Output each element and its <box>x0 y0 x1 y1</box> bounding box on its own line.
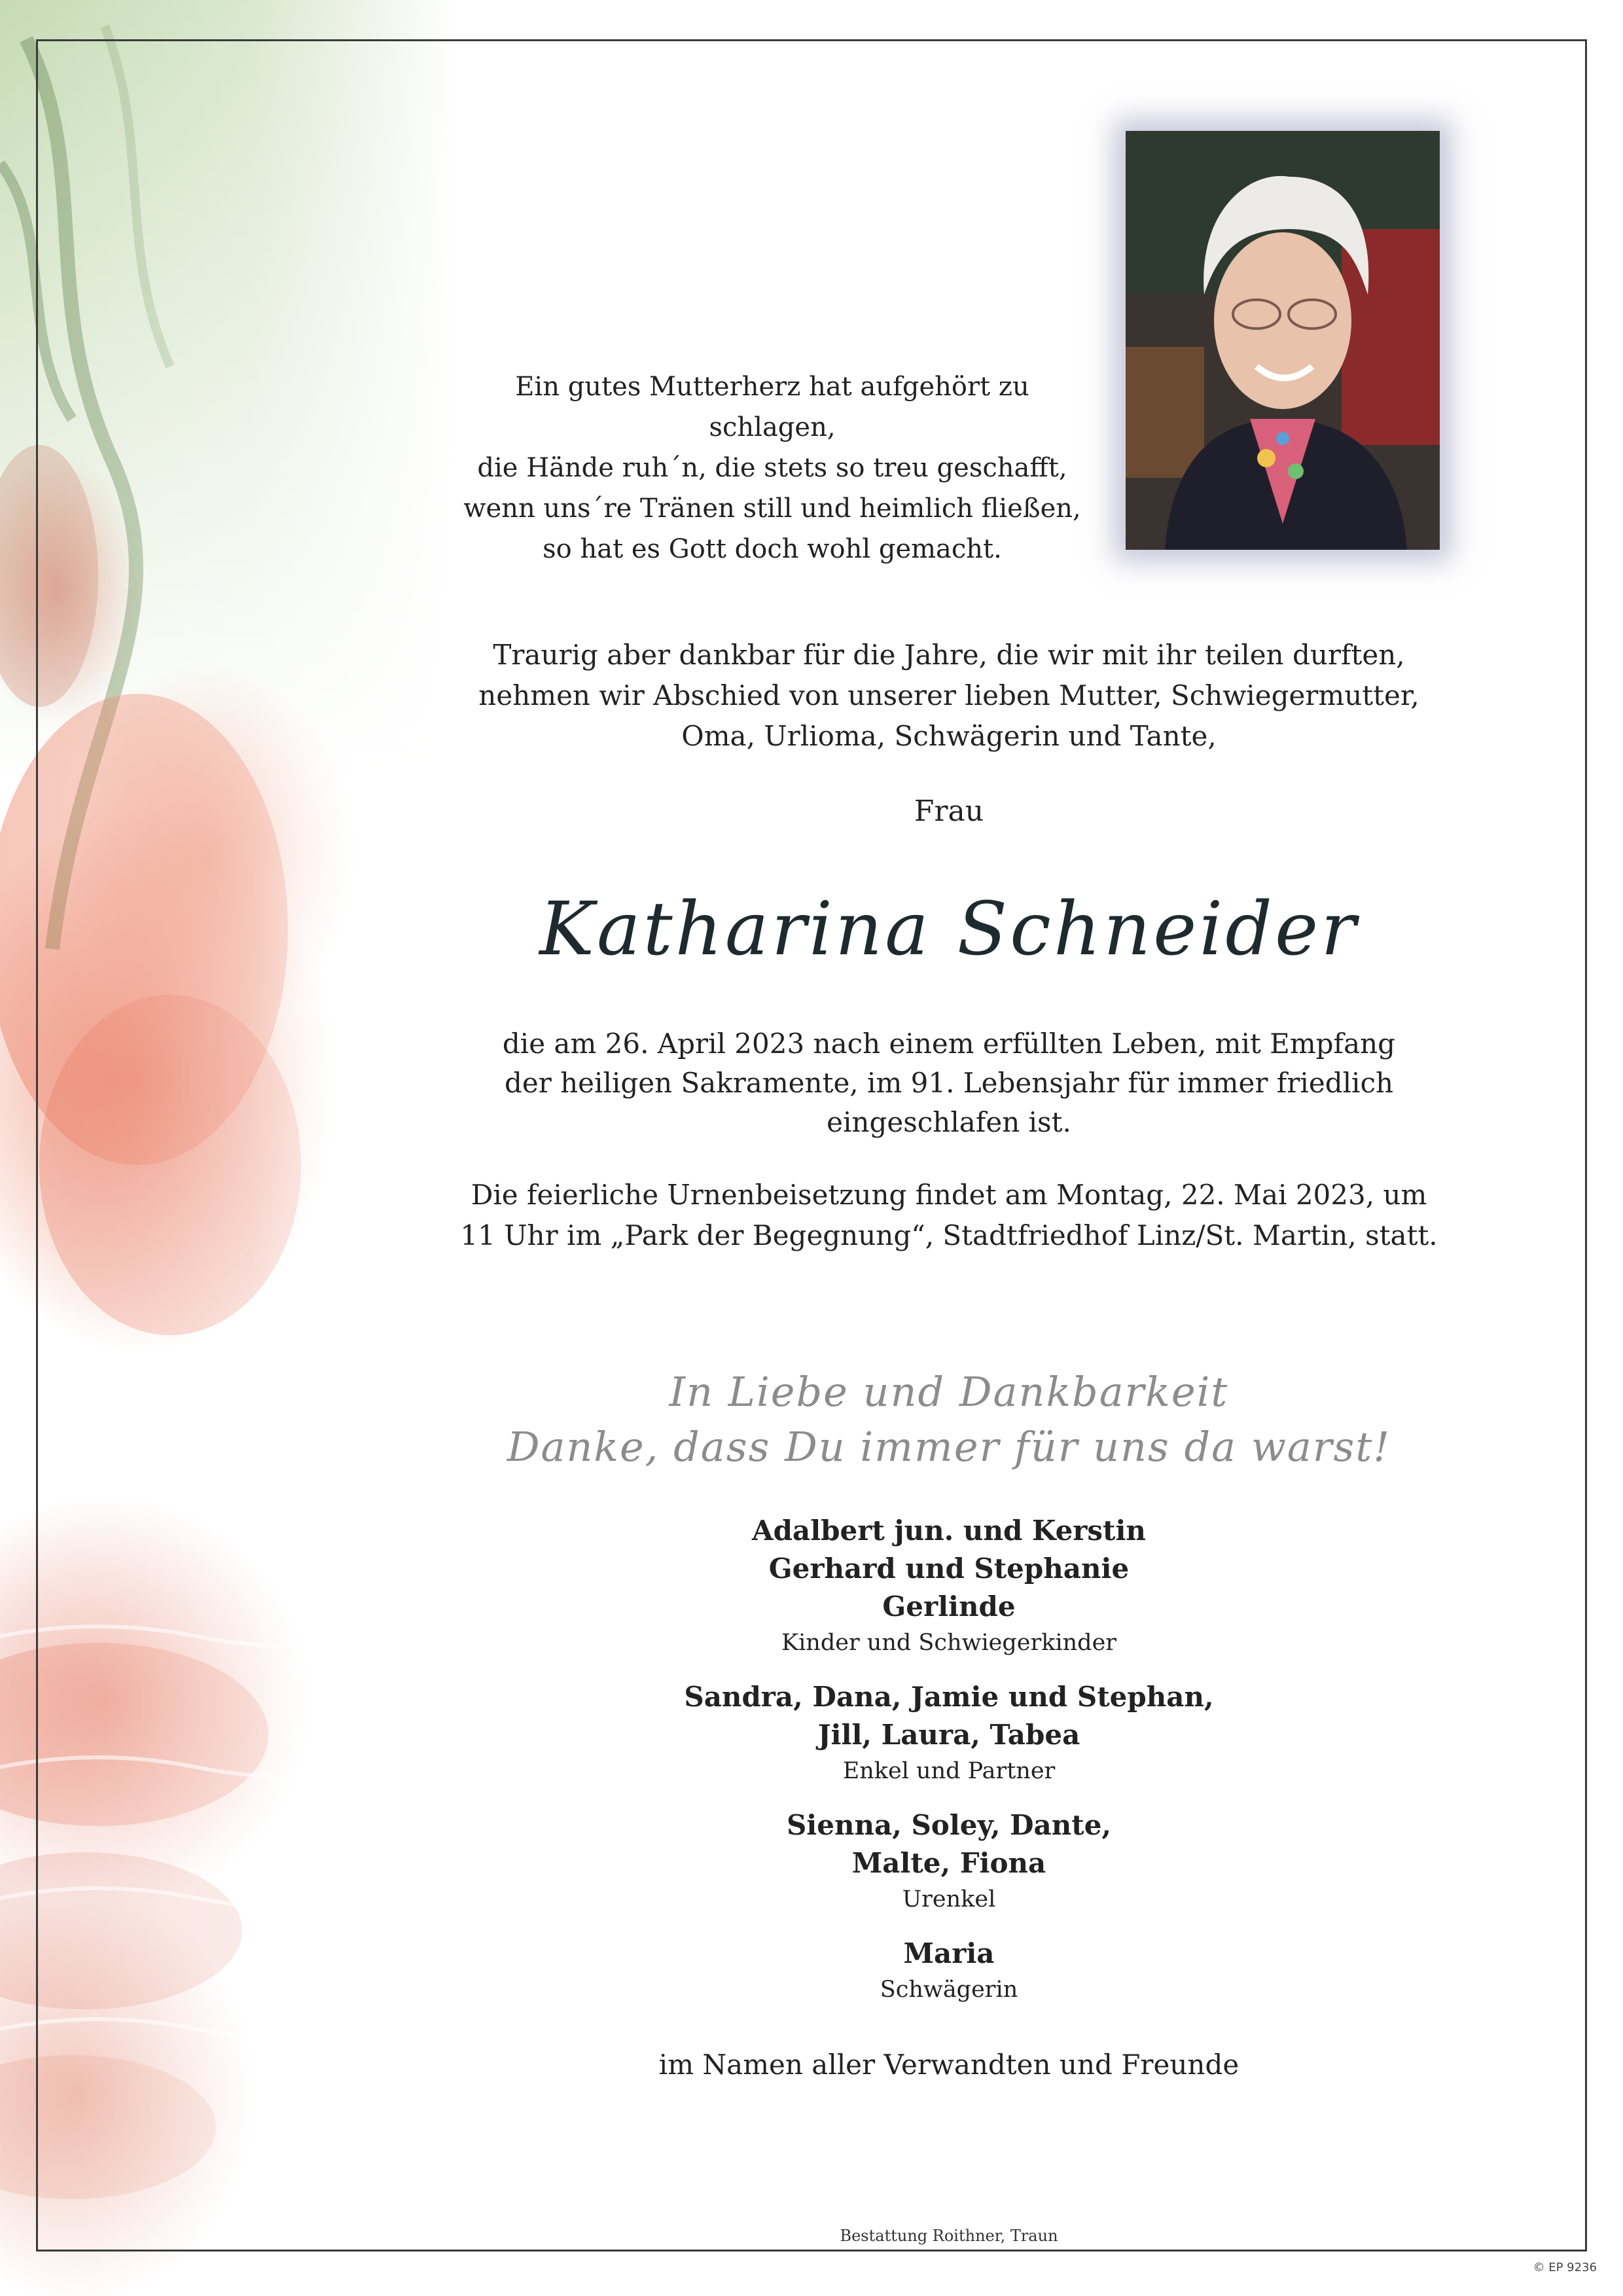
mourner-names: Sandra, Dana, Jamie und Stephan, <box>684 1681 1214 1713</box>
intro-line: Traurig aber dankbar für die Jahre, die wir mit ihr teilen durften, <box>493 639 1405 671</box>
mourner-role: Schwägerin <box>880 1977 1018 2003</box>
mourner-names: Malte, Fiona <box>851 1847 1046 1879</box>
ceremony-info <box>393 1175 1505 1256</box>
portrait-photo <box>1126 131 1440 550</box>
mourner-group <box>458 1806 1440 1916</box>
salutation: Frau <box>914 795 984 828</box>
mourner-role: Kinder und Schwiegerkinder <box>781 1630 1117 1656</box>
relatives-line: im Namen aller Verwandten und Freunde <box>658 2049 1240 2081</box>
closing-line: Danke, dass Du immer für uns da warst! <box>507 1423 1391 1471</box>
closing-dedication <box>393 1365 1505 1475</box>
undertaker-credit: Bestattung Roithner, Traun <box>840 2227 1058 2245</box>
poem-line: wenn uns´re Tränen still und heimlich fließen, <box>463 493 1081 524</box>
closing-line: In Liebe und Dankbarkeit <box>669 1368 1229 1416</box>
details-line: die am 26. April 2023 nach einem erfüllten Leben, mit Empfang <box>502 1028 1396 1060</box>
copyright-code: © EP 9236 <box>1533 2261 1597 2274</box>
mourner-role: Enkel und Partner <box>842 1758 1056 1784</box>
intro-line: Oma, Urlioma, Schwägerin und Tante, <box>681 720 1217 752</box>
mourner-group <box>458 1678 1440 1788</box>
mourner-group <box>458 1512 1440 1660</box>
poem-line: so hat es Gott doch wohl gemacht. <box>543 534 1002 564</box>
poem <box>458 367 1086 569</box>
mourners-list <box>458 1512 1440 2025</box>
mourner-names: Jill, Laura, Tabea <box>817 1719 1080 1751</box>
poem-line: Ein gutes Mutterherz hat aufgehört zu schlagen, <box>515 372 1029 442</box>
mourner-role: Urenkel <box>902 1886 996 1912</box>
ceremony-line: 11 Uhr im „Park der Begegnung“, Stadtfriedhof Linz/St. Martin, statt. <box>460 1219 1438 1251</box>
details-line: eingeschlafen ist. <box>827 1106 1071 1138</box>
ceremony-line: Die feierliche Urnenbeisetzung findet am Montag, 22. Mai 2023, um <box>471 1179 1427 1211</box>
mourner-names: Gerhard und Stephanie <box>768 1552 1130 1585</box>
mourner-names: Sienna, Soley, Dante, <box>786 1809 1112 1841</box>
mourner-names: Adalbert jun. und Kerstin <box>752 1515 1146 1547</box>
death-details <box>393 1024 1505 1142</box>
mourner-group <box>458 1935 1440 2007</box>
poem-line: die Hände ruh´n, die stets so treu geschafft, <box>477 453 1067 483</box>
details-line: der heiligen Sakramente, im 91. Lebensjahr für immer friedlich <box>504 1067 1394 1099</box>
deceased-name: Katharina Schneider <box>539 887 1359 972</box>
intro-text <box>393 635 1505 757</box>
intro-line: nehmen wir Abschied von unserer lieben Mutter, Schwiegermutter, <box>478 679 1419 711</box>
mourner-names: Gerlinde <box>882 1590 1016 1623</box>
mourner-names: Maria <box>903 1937 995 1969</box>
